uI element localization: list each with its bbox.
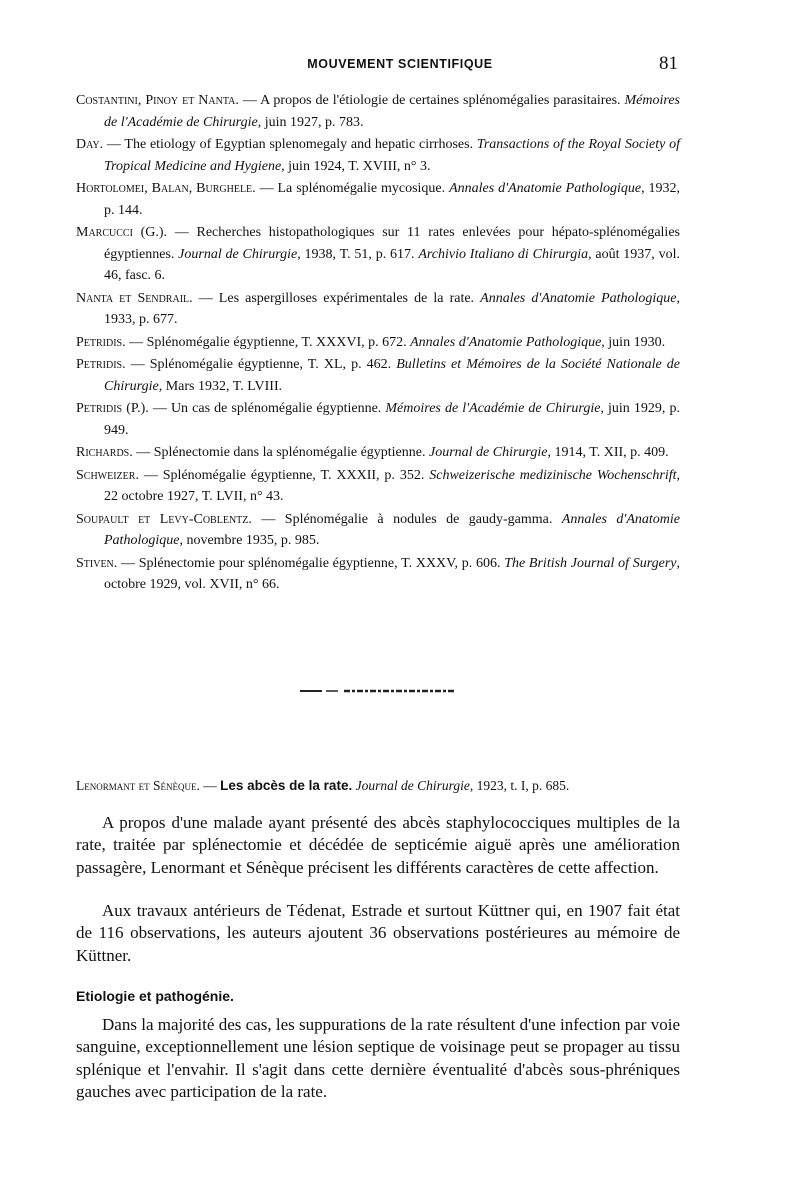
reference-source: Annales d'Anatomie Pathologique [410,334,602,350]
reference-authors: Petridis (P.). [76,401,149,416]
reference-source: Mémoires de l'Académie de Chirurgie [385,401,601,416]
reference-list [76,90,680,597]
reference-source: Transactions of the Royal Society of Tropical Medicine and Hygiene [104,137,680,174]
section-divider-ornament [300,688,455,694]
reference-authors: Richards. [76,445,133,460]
reference-details: , octobre 1929, vol. XVII, n° 66. [104,555,680,592]
reference-source-secondary: Archivio Italiano di Chirurgia [418,246,589,262]
reference-authors: Soupault et Levy-Coblentz. [76,511,252,527]
reference-details: , 1914, T. XII, p. 409. [547,445,669,460]
reference-authors: Marcucci (G.). [76,225,168,240]
reference-source: Journal de Chirurgie [178,246,298,262]
abstract-heading [76,776,680,796]
reference-text: — A propos de l'étiologie de certaines splénomégalies parasitaires. [238,93,625,108]
reference-text: — Un cas de splénomégalie égyptienne. [148,401,386,416]
paragraph-text: Dans la majorité des cas, les suppurations de la rate résultent d'une infection par voie sanguine, exceptionnellement une lésion septique de voisinage peut se propager au tissu splénique et l'envahir. Il s'agit dans cette dernière éventualité d'abcès sous-phréniques gauches avec participation de la rate. [76,1015,680,1102]
reference-text: — Splénomégalie égyptienne, T. XXXVI, p. 672. [125,334,411,350]
reference-authors: Petridis. [76,357,126,372]
paragraph-text: Aux travaux antérieurs de Tédenat, Estrade et surtout Küttner qui, en 1907 fait état de 116 observations, les auteurs ajoutent 36 observations postérieures au mémoire de Küttner. [76,901,680,965]
reference-entry [76,398,680,441]
reference-authors: Costantini, Pinoy et Nanta. [76,93,239,108]
reference-source: Annales d'Anatomie Pathologique [104,511,680,548]
reference-source: Journal de Chirurgie [428,445,548,460]
reference-authors: Schweizer. [76,467,139,483]
reference-entry [76,465,680,508]
body-paragraph-3 [76,1014,680,1104]
abstract-journal: Journal de Chirurgie [355,778,470,793]
reference-details: , 1933, p. 677. [104,290,680,327]
reference-details: , juin 1930. [601,334,666,350]
reference-details: , Mars 1932, T. LVIII. [158,378,283,394]
reference-text: — Les aspergilloses expérimentales de la rate. [192,290,481,306]
reference-text: — Splénomégalie à nodules de gaudy-gamma. [251,511,562,527]
reference-text: — Splénomégalie égyptienne, T. XXXII, p. 352. [138,467,430,483]
reference-entry [76,90,680,133]
reference-source: Bulletins et Mémoires de la Société Nationale de Chirurgie [104,357,680,394]
reference-entry [76,553,680,596]
reference-details: , 22 octobre 1927, T. LVII, n° 43. [104,467,680,504]
reference-entry [76,178,680,221]
running-title: MOUVEMENT SCIENTIFIQUE [307,57,493,71]
reference-details: , juin 1927, p. 783. [257,114,364,130]
reference-entry [76,222,680,287]
reference-details: , 1932, p. 144. [104,181,681,218]
reference-entry [76,134,680,177]
abstract-dash: — [199,778,221,793]
reference-source: The British Journal of Surgery [504,555,677,571]
reference-text: — La splénomégalie mycosique. [255,181,450,196]
reference-authors: Stiven. [76,555,118,571]
reference-text: — Splénomégalie égyptienne, T. XL, p. 462. [125,357,397,372]
abstract-details: , 1923, t. I, p. 685. [469,778,570,793]
reference-entry [76,288,680,331]
reference-text: — Recherches histopathologiques sur 11 rates enlevées pour hépato-splénomégalies égyptiennes. [104,225,680,262]
reference-source: Mémoires de l'Académie de Chirurgie [104,93,680,130]
reference-entry [76,509,680,552]
reference-text: — Splénectomie pour splénomégalie égyptienne, T. XXXV, p. 606. [117,555,505,571]
reference-entry [76,354,680,397]
section-heading: Etiologie et pathogénie. [76,988,234,1004]
page-number: 81 [659,53,678,74]
paragraph-text: A propos d'une malade ayant présenté des abcès staphylococciques multiples de la rate, traitée par splénectomie et décédée de septicémie aiguë après une amélioration passagère, Lenormant et Sénèque précisent les différents caractères de cette affection. [76,813,680,877]
reference-source: Schweizerische medizinische Wochenschrift [429,467,677,483]
reference-source: Annales d'Anatomie Pathologique [449,181,642,196]
reference-entry [76,332,680,354]
reference-details-secondary: , août 1937, vol. 46, fasc. 6. [104,246,680,283]
page-header [0,55,800,79]
reference-text: — The etiology of Egyptian splenomegaly and hepatic cirrhoses. [103,137,477,152]
abstract-authors: Lenormant et Sénèque. [76,778,200,793]
reference-authors: Petridis. [76,334,126,350]
reference-details: , novembre 1935, p. 985. [179,533,320,548]
reference-details: , 1938, T. 51, p. 617. [297,246,415,262]
body-paragraph-2 [76,900,680,967]
body-paragraph-1 [76,812,680,879]
reference-source: Annales d'Anatomie Pathologique [480,290,677,306]
reference-details: , juin 1924, T. XVIII, n° 3. [281,158,431,174]
reference-entry [76,442,680,464]
reference-details: , juin 1929, p. 949. [104,401,680,438]
reference-authors: Nanta et Sendrail. [76,290,193,306]
reference-authors: Day. [76,137,104,152]
abstract-title: Les abcès de la rate. [220,778,353,793]
reference-text: — Splénectomie dans la splénomégalie égyptienne. [132,445,429,460]
reference-authors: Hortolomei, Balan, Burghele. [76,181,256,196]
